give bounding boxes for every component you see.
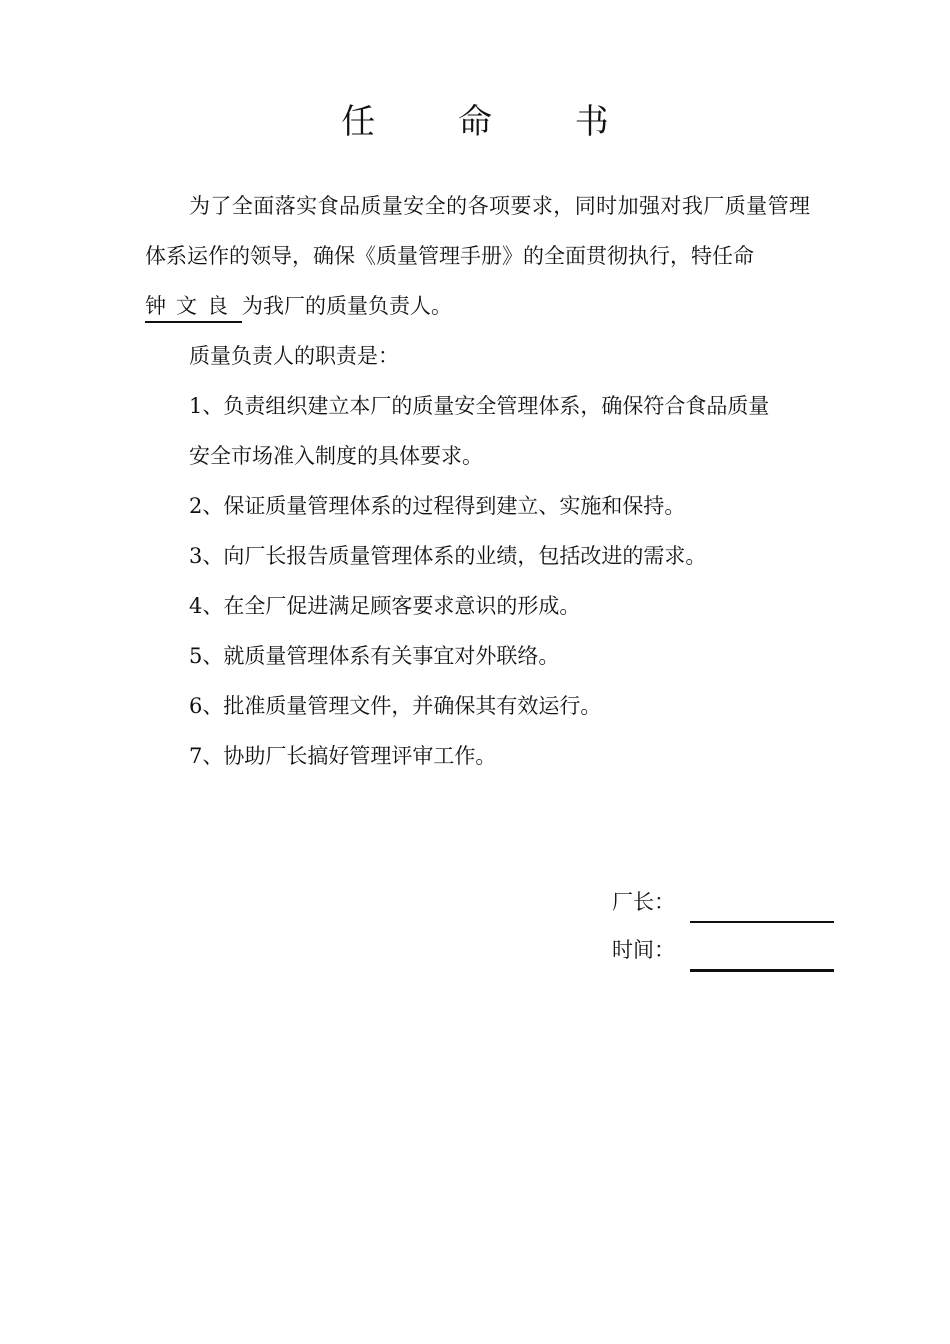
- duty-item: 4、在全厂促进满足顾客要求意识的形成。: [189, 594, 581, 618]
- date-label: 时间：: [612, 938, 675, 962]
- duty-item: 5、就质量管理体系有关事宜对外联络。: [189, 644, 560, 668]
- duty-item: 2、保证质量管理体系的过程得到建立、实施和保持。: [189, 494, 686, 518]
- appointment-paragraph: [145, 181, 810, 331]
- director-label: 厂长：: [612, 890, 675, 914]
- intro-text-after: 为我厂的质量负责人。: [242, 294, 452, 318]
- intro-text: 为了全面落实食品质量安全的各项要求，同时加强对我厂质量管理体系运作的领导，确保《质量管理手册》的全面贯彻执行，特任命: [145, 194, 810, 268]
- duty-item: 安全市场准入制度的具体要求。: [189, 444, 483, 468]
- document-title: 任 命 书: [341, 102, 645, 142]
- duties-section: [189, 331, 809, 781]
- duty-item: 3、向厂长报告质量管理体系的业绩，包括改进的需求。: [189, 544, 707, 568]
- duty-item: 6、批准质量管理文件，并确保其有效运行。: [189, 694, 602, 718]
- director-signature-line: [690, 921, 834, 923]
- duties-heading: 质量负责人的职责是：: [189, 344, 399, 368]
- duty-item: 7、协助厂长搞好管理评审工作。: [189, 744, 497, 768]
- duty-item: 1、负责组织建立本厂的质量安全管理体系，确保符合食品质量: [189, 394, 770, 418]
- date-signature-line: [690, 969, 834, 972]
- appointee-name: 钟文良: [145, 291, 242, 323]
